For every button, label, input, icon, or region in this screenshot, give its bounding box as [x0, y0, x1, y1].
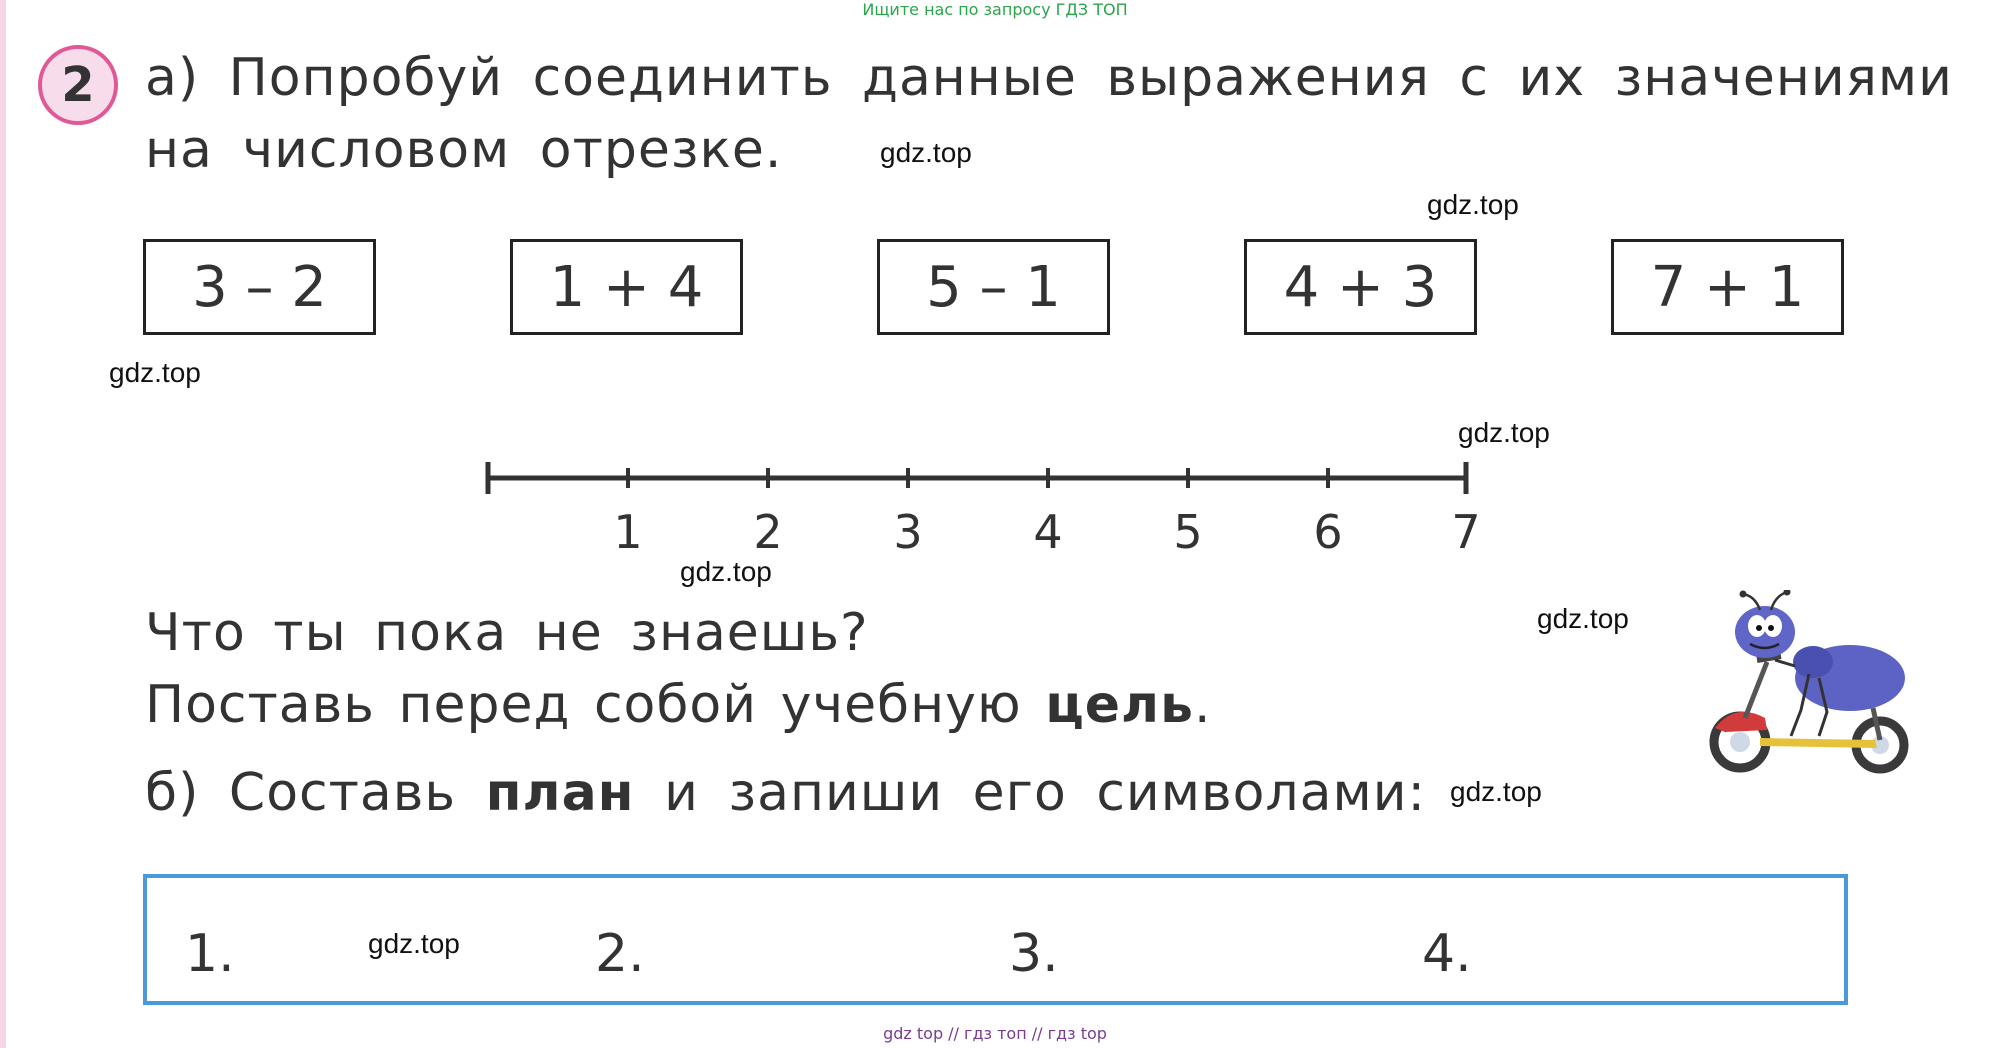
plan-item-3[interactable]: 3. [1009, 924, 1059, 984]
top-banner: Ищите нас по запросу ГДЗ ТОП [862, 0, 1128, 19]
tick-label-6: 6 [1313, 505, 1343, 559]
expression-box-3[interactable]: 5 – 1 [877, 239, 1110, 335]
plan-item-4[interactable]: 4. [1422, 924, 1472, 984]
expression-box-5[interactable]: 7 + 1 [1611, 239, 1844, 335]
plan-item-1[interactable]: 1. [185, 924, 235, 984]
question-text: Что ты пока не знаешь? [145, 603, 869, 663]
expression-box-2[interactable]: 1 + 4 [510, 239, 743, 335]
expression-box-1[interactable]: 3 – 2 [143, 239, 376, 335]
task-line-2: на числовом отрезке. [145, 120, 783, 180]
tick-label-5: 5 [1173, 505, 1203, 559]
goal-text [145, 675, 1212, 735]
plan-item-2[interactable]: 2. [595, 924, 645, 984]
tick-label-1: 1 [613, 505, 643, 559]
tick-label-4: 4 [1033, 505, 1063, 559]
plan-text [145, 763, 1426, 823]
page-edge [0, 0, 6, 1048]
watermark-7: gdz.top [1450, 776, 1542, 807]
task-line-1: а) Попробуй соединить данные выражения с их значениями [145, 48, 1953, 108]
watermark-8: gdz.top [368, 928, 460, 959]
plan-text-end: и запиши его символами: [634, 763, 1427, 823]
watermark-5: gdz.top [680, 556, 772, 587]
number-line[interactable] [480, 450, 1500, 570]
watermark-2: gdz.top [1427, 189, 1519, 220]
expression-box-4[interactable]: 4 + 3 [1244, 239, 1477, 335]
plan-text-start: б) Составь [145, 763, 486, 823]
tick-label-3: 3 [893, 505, 923, 559]
watermark-4: gdz.top [1458, 417, 1550, 448]
ant-on-scooter-icon [1705, 590, 1935, 775]
watermark-1: gdz.top [880, 137, 972, 168]
tick-label-7: 7 [1451, 505, 1481, 559]
goal-keyword: цель [1045, 675, 1194, 735]
plan-keyword: план [485, 763, 635, 823]
goal-text-start: Поставь перед собой учебную [145, 675, 1046, 735]
watermark-6: gdz.top [1537, 603, 1629, 634]
watermark-3: gdz.top [109, 357, 201, 388]
tick-label-2: 2 [753, 505, 783, 559]
goal-text-end: . [1193, 675, 1212, 735]
footer-watermark: gdz top // гдз топ // гдз top [883, 1024, 1107, 1043]
task-number-badge: 2 [38, 45, 118, 125]
